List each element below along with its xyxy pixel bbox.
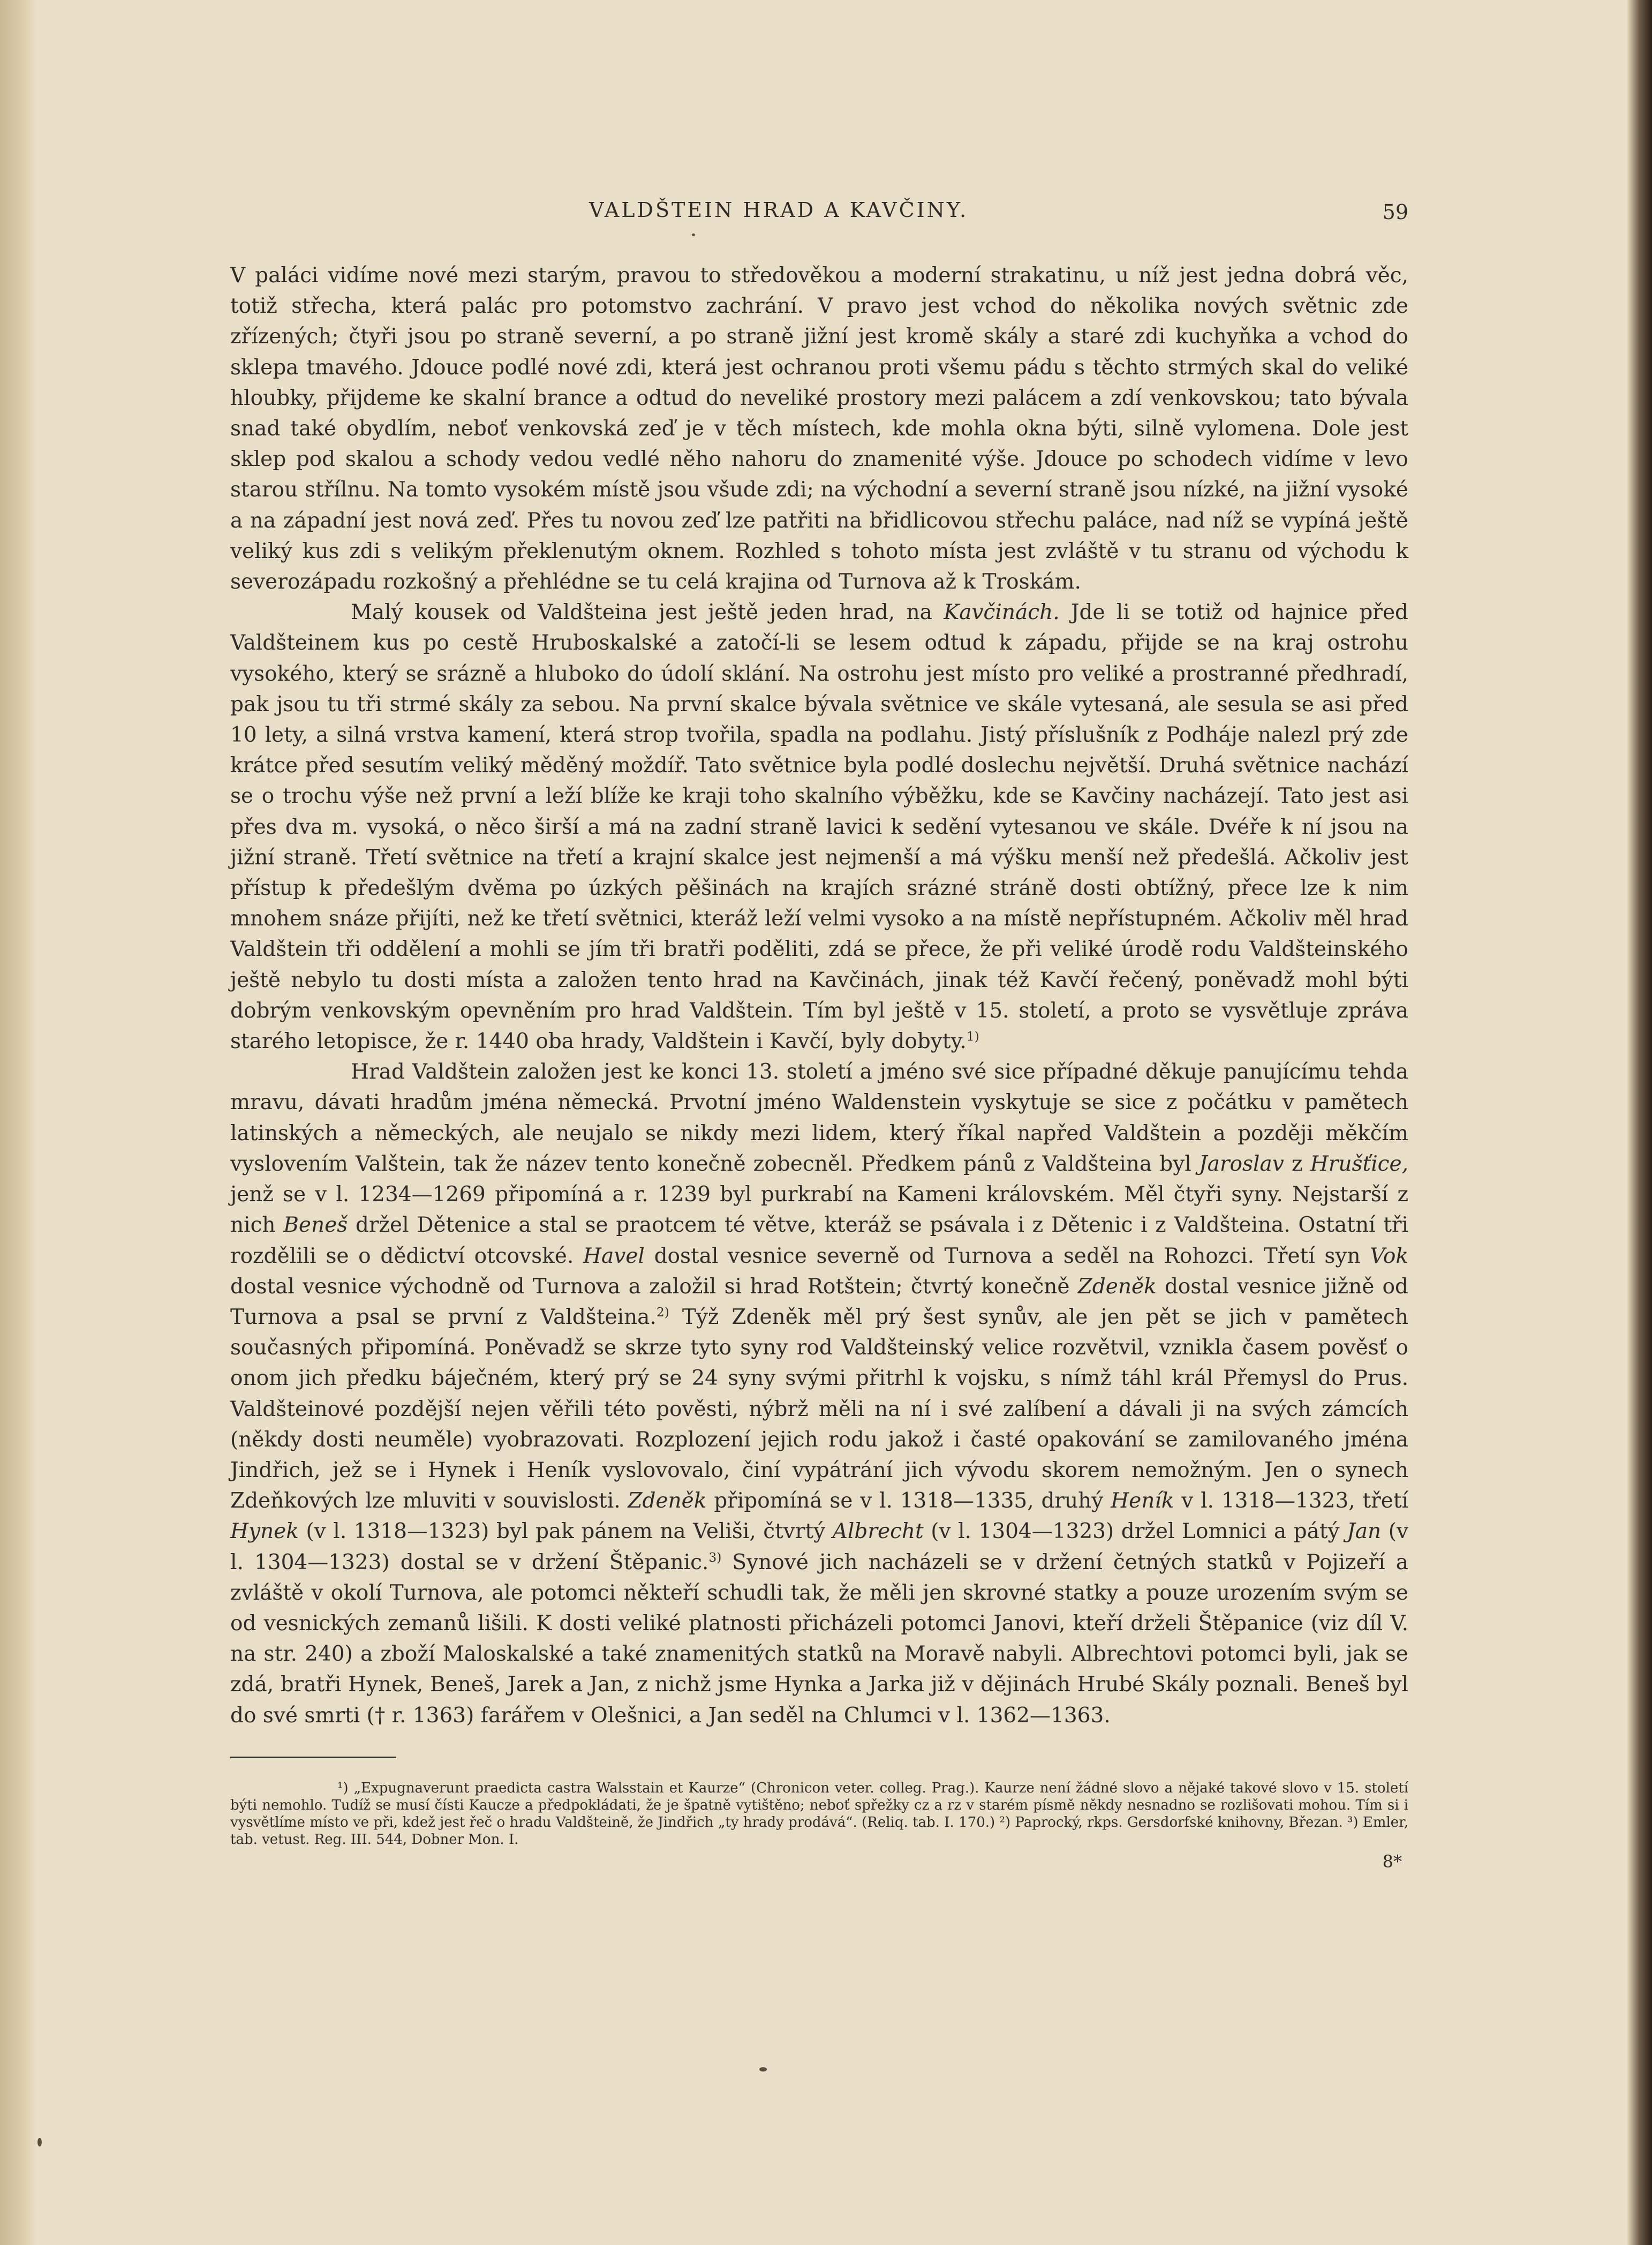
text-run: držel Dětenice a stal se praotcem té větve, kteráž se psávala i z Dětenic i z Valdšteina. Ostatní tři rozdělili se o dědictví otcovské. [230, 1213, 1408, 1268]
place-name-kavciny: Kavčinách. [944, 600, 1060, 625]
text-run: Synové jich nacházeli se v držení četných statků v Pojizeří a zvláště v okolí Turnova, ale potomci někteří schudli tak, že měli jen skrovné statky a pouze urozením svým se od vesnických zemanů lišili. K dosti veliké platnosti přicházeli potomci Janovi, kteří drželi Štěpanice (viz díl V. na str. 240) a zboží Maloskalské a také znamenitých statků na Moravě nabyli. Albrechtovi potomci byli, jak se zdá, bratři Hynek, Beneš, Jarek a Jan, z nichž jsme Hynka a Jarka již v dějinách Hrubé Skály poznali. Beneš byl do své smrti († r. 1363) farářem v Olešnici, a Jan seděl na Chlumci v l. 1362—1363. [230, 1550, 1408, 1728]
text-run: připomíná se v l. 1318—1335, druhý [706, 1489, 1111, 1513]
person-name: Zdeněk [628, 1489, 707, 1513]
person-name: Vok [1370, 1244, 1408, 1268]
text-run: Týž Zdeněk měl prý šest synův, ale jen pět se jich v pamětech současných připomíná. Poněvadž se skrze tyto syny rod Valdšteinský velice rozvětvil, vznikla časem pověsť o onom jich předku báječném, který prý se 24 syny svými přitrhl k vojsku, s nímž táhl král Přemysl do Prus. Valdšteinové pozdější nejen věřili této pověsti, nýbrž měli na ní i své zalíbení a dávali ji na svých zámcích (někdy dosti neuměle) vyobrazovati. Rozplození jejich rodu jakož i časté opakování se zamilovaného jména Jindřich, jež se i Hynek i Heník vyslovovalo, činí vypátrání jich vývodu skorem nemožným. Jen o synech Zdeňkových lze mluviti v souvislosti. [230, 1305, 1408, 1513]
place-name: Hrušťice, [1310, 1151, 1408, 1176]
text-run: (v l. 1304—1323) dostal se v držení Štěpanic. [230, 1519, 1408, 1574]
person-name: Jan [1347, 1519, 1382, 1544]
text-run: dostal vesnice východně od Turnova a založil si hrad Rotštein; čtvrtý konečně [230, 1274, 1078, 1299]
text-run: (v l. 1318—1323) byl pak pánem na Veliši, čtvrtý [298, 1519, 833, 1544]
text-run: z [1284, 1151, 1310, 1176]
person-name: Beneš [283, 1213, 348, 1238]
ink-speck [37, 2138, 42, 2146]
paragraph-2 [230, 597, 1408, 1057]
text-run: dostal vesnice jižně od Turnova a psal se první z Valdšteina. [230, 1274, 1408, 1329]
body-text [230, 260, 1408, 1731]
person-name: Albrecht [832, 1519, 924, 1544]
footnotes [230, 1780, 1408, 1848]
footnote-ref-2: 2) [656, 1304, 669, 1320]
page [230, 198, 1408, 1872]
footnote-ref-3: 3) [708, 1549, 722, 1565]
person-name: Jaroslav [1198, 1151, 1284, 1176]
text-run: jenž se v l. 1234—1269 připomíná a r. 1239 byl purkrabí na Kameni královském. Měl čtyři syny. Nejstarší z nich [230, 1182, 1408, 1238]
person-name: Havel [583, 1244, 645, 1268]
running-header [230, 198, 1408, 241]
text-run: dostal vesnice severně od Turnova a seděl na Rohozci. Třetí syn [644, 1244, 1370, 1268]
person-name: Zdeněk [1077, 1274, 1157, 1299]
footnote-text: ¹) „Expugnaverunt praedicta castra Walsstain et Kaurze“ (Chronicon veter. colleg. Prag.). Kaurze není žádné slovo a nějaké takové slovo v 15. století býti nemohlo. Tudíž se musí čísti Kaucze a předpokládati, že je špatně vytištěno; neboť spřežky cz a rz v starém písmě někdy nesnadno se rozlišovati mohou. Tím si i vysvětlíme místo ve při, kdež jest řeč o hradu Valdšteině, že Jindřich „ty hrady prodává“. (Reliq. tab. I. 170.) ²) Paprocký, rkps. Gersdorfské knihovny, Březan. ³) Emler, tab. vetust. Reg. III. 544, Dobner Mon. I. [230, 1780, 1408, 1848]
paragraph-3 [230, 1057, 1408, 1730]
ink-speck [692, 233, 695, 236]
page-number: 59 [1382, 200, 1408, 224]
running-title: VALDŠTEIN HRAD A KAVČINY. [589, 198, 969, 222]
ink-speck [759, 2067, 767, 2071]
paragraph-1: V paláci vidíme nové mezi starým, pravou to středověkou a moderní strakatinu, u níž jest jedna dobrá věc, totiž střecha, která palác pro potomstvo zachrání. V pravo jest vchod do několika nových světnic zde zřízených; čtyři jsou po straně severní, a po straně jižní jest kromě skály a staré zdi kuchyňka a vchod do sklepa tmavého. Jdouce podlé nové zdi, která jest ochranou proti všemu pádu s těchto strmých skal do veliké hloubky, přijdeme ke skalní brance a odtud do neveliké prostory mezi palácem a zdí venkovskou; tato bývala snad také obydlím, neboť venkovská zeď je v těch místech, kde mohla okna býti, silně vylomena. Dole jest sklep pod skalou a schody vedou vedlé něho nahoru do znamenité výše. Jdouce po schodech vidíme v levo starou střílnu. Na tomto vysokém místě jsou všude zdi; na východní a severní straně jsou nízké, na jižní vysoké a na západní jest nová zeď. Přes tu novou zeď lze patřiti na břidlicovou střechu paláce, nad níž se vypíná ještě veliký kus zdi s velikým překlenutým oknem. Rozhled s tohoto místa jest zvláště v tu stranu od východu k severozápadu rozkošný a přehlédne se tu celá krajina od Turnova až k Troskám. [230, 263, 1408, 594]
paragraph-2-body: Jde li se totiž od hajnice před Valdšteinem kus po cestě Hruboskalské a zatočí-li se lesem odtud k západu, přijde se na kraj ostrohu vysokého, který se srázně a hluboko do údolí sklání. Na ostrohu jest místo pro veliké a prostranné předhradí, pak jsou tu tři strmé skály za sebou. Na první skalce bývala světnice ve skále vytesaná, ale sesula se asi před 10 lety, a silná vrstva kamení, která strop tvořila, spadla na podlahu. Jistý příslušník z Podháje nalezl prý zde krátce před sesutím veliký měděný moždíř. Tato světnice byla podlé doslechu největší. Druhá světnice nachází se o trochu výše než první a leží blíže ke kraji toho skalního výběžku, kde se Kavčiny nacházejí. Tato jest asi přes dva m. vysoká, o něco širší a má na zadní straně lavici k sedění vytesanou ve skále. Dvéře k ní jsou na jižní straně. Třetí světnice na třetí a krajní skalce jest nejmenší a má výšku menší než předešlá. Ačkoliv jest přístup k předešlým dvěma po úzkých pěšinách na krajích srázné stráně dosti obtížný, přece lze k nim mnohem snáze přijíti, než ke třetí světnici, kteráž leží velmi vysoko a na místě nepřístupném. Ačkoliv měl hrad Valdštein tři oddělení a mohli se jím tři bratři poděliti, zdá se přece, že při veliké úrodě rodu Valdšteinského ještě nebylo tu dosti místa a založen tento hrad na Kavčinách, jinak též Kavčí řečený, poněvadž mohl býti dobrým venkovským opevněním pro hrad Valdštein. Tím byl ještě v 15. století, a proto se vysvětluje zpráva starého letopisce, že r. 1440 oba hrady, Valdštein i Kavčí, byly dobyty. [230, 600, 1408, 1054]
footnote-ref-1: 1) [966, 1029, 979, 1044]
page-edge [1627, 0, 1652, 2245]
footnote-rule [230, 1757, 396, 1758]
text-run: (v l. 1304—1323) držel Lomnici a pátý [923, 1519, 1347, 1544]
text-run: Hrad Valdštein založen jest ke konci 13. století a jméno své sice případné děkuje panujícímu tehda mravu, dávati hradům jména německá. Prvotní jméno Waldenstein vyskytuje se sice z počátku v pamětech latinských a německých, ale neujalo se nikdy mezi lidem, který říkal napřed Valdštein a později měkčím vyslovením Valštein, tak že název tento konečně zobecněl. Předkem pánů z Valdšteina byl [230, 1060, 1408, 1176]
page-spine-shadow [0, 0, 37, 2245]
person-name: Heník [1111, 1489, 1174, 1513]
text-run: v l. 1318—1323, třetí [1174, 1489, 1408, 1513]
paragraph-2-start: Malý kousek od Valdšteina jest ještě jeden hrad, na [351, 600, 944, 625]
signature-mark: 8* [1382, 1851, 1402, 1872]
person-name: Hynek [230, 1519, 299, 1544]
